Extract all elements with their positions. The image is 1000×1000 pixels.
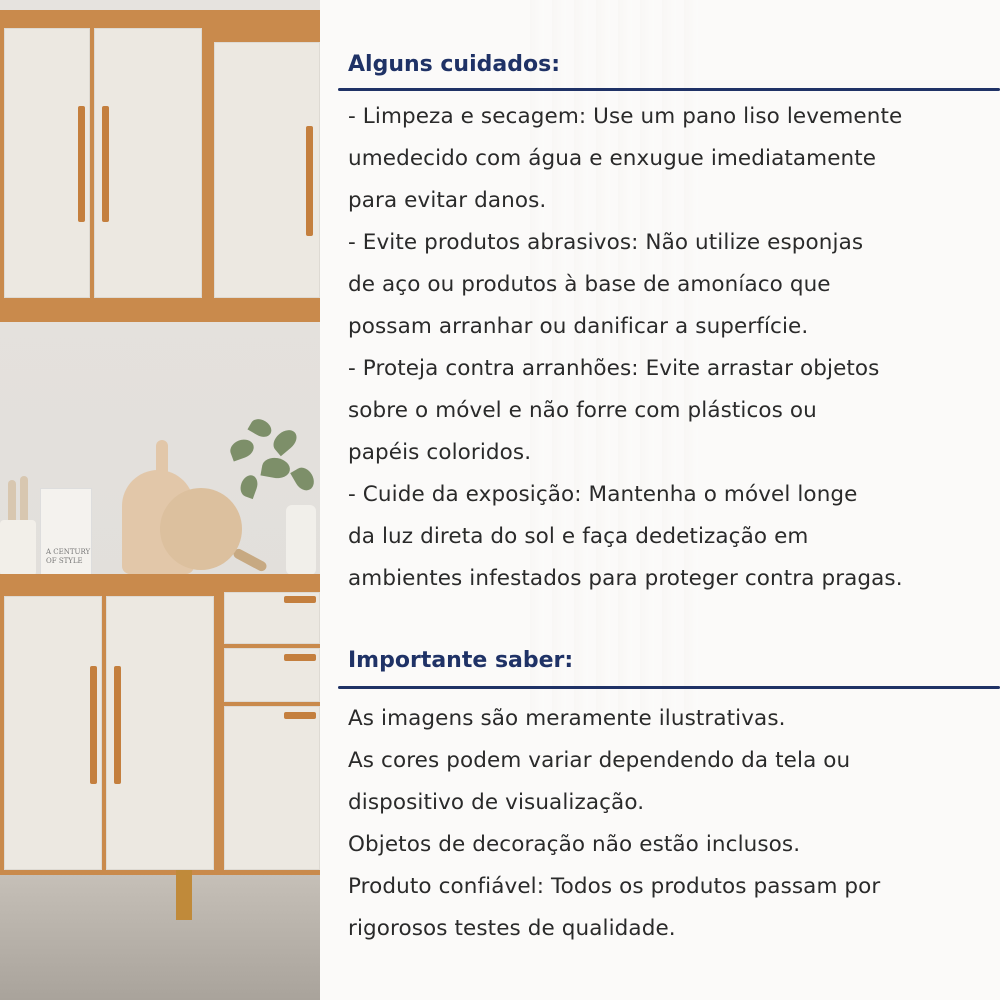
flower-vase (286, 505, 316, 575)
drawer-handle (284, 654, 316, 661)
section-divider (338, 686, 1000, 689)
text-line: de aço ou produtos à base de amoníaco que (348, 272, 831, 297)
text-line: da luz direta do sol e faça dedetização em (348, 524, 809, 549)
text-line: Produto confiável: Todos os produtos passam por (348, 874, 881, 899)
floor (0, 860, 320, 1000)
text-line: para evitar danos. (348, 188, 547, 213)
upper-door-right (214, 42, 320, 298)
round-cutting-board (160, 488, 242, 570)
text-line: - Proteja contra arranhões: Evite arrastar objetos (348, 356, 880, 381)
kitchen-cabinet-photo (0, 0, 320, 1000)
text-line: papéis coloridos. (348, 440, 532, 465)
text-line: sobre o móvel e não forre com plásticos ou (348, 398, 817, 423)
section-title-care: Alguns cuidados: (348, 52, 560, 77)
text-line: possam arranhar ou danificar a superfície. (348, 314, 809, 339)
lower-door-left (4, 596, 102, 870)
text-line: - Evite produtos abrasivos: Não utilize esponjas (348, 230, 864, 255)
section-title-important: Importante saber: (348, 648, 574, 673)
drawer-handle (284, 712, 316, 719)
decor-book: A CENTURY OF STYLE (40, 488, 92, 576)
text-line: dispositivo de visualização. (348, 790, 645, 815)
cabinet-leg (176, 870, 192, 920)
upper-cabinet-base (0, 308, 320, 322)
lower-door-right (106, 596, 214, 870)
text-line: Objetos de decoração não estão inclusos. (348, 832, 801, 857)
text-panel (320, 0, 1000, 1000)
text-line: ambientes infestados para proteger contra pragas. (348, 566, 903, 591)
upper-cabinet (0, 0, 320, 322)
drawer-bottom (224, 706, 320, 870)
lower-handle (114, 666, 121, 784)
text-line: - Cuide da exposição: Mantenha o móvel longe (348, 482, 858, 507)
text-line: rigorosos testes de qualidade. (348, 916, 676, 941)
upper-handle (102, 106, 109, 222)
upper-door-middle (94, 28, 202, 298)
lower-cabinet (0, 590, 320, 875)
utensil-jar (0, 520, 36, 576)
lower-handle (90, 666, 97, 784)
text-line: As cores podem variar dependendo da tela ou (348, 748, 851, 773)
upper-handle (306, 126, 313, 236)
text-line: - Limpeza e secagem: Use um pano liso levemente (348, 104, 903, 129)
section-divider (338, 88, 1000, 91)
text-line: umedecido com água e enxugue imediatamente (348, 146, 877, 171)
drawer-handle (284, 596, 316, 603)
text-line: As imagens são meramente ilustrativas. (348, 706, 786, 731)
upper-handle (78, 106, 85, 222)
